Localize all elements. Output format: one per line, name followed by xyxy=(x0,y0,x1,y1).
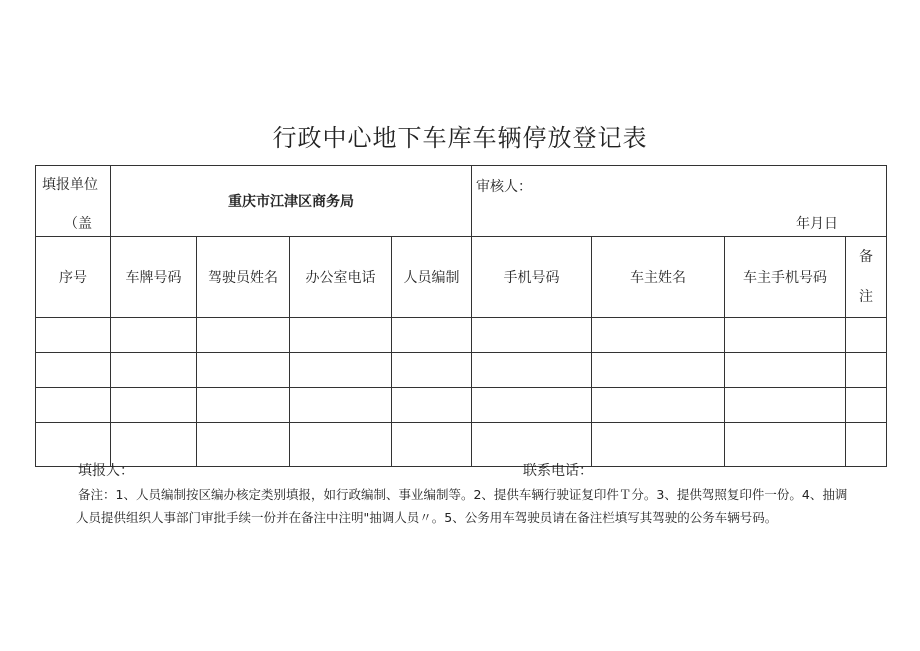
reviewer-label: 审核人： xyxy=(476,179,532,195)
table-cell[interactable] xyxy=(592,353,725,388)
table-cell[interactable] xyxy=(197,318,290,353)
table-cell[interactable] xyxy=(36,388,111,423)
table-cell[interactable] xyxy=(36,353,111,388)
table-cell[interactable] xyxy=(725,423,846,467)
header-cell: 序号 xyxy=(36,237,111,318)
unit-label-seal: （盖 xyxy=(64,216,92,232)
header-cell: 车主手机号码 xyxy=(725,237,846,318)
table-cell[interactable] xyxy=(290,353,392,388)
table-cell[interactable] xyxy=(392,353,472,388)
table-cell[interactable] xyxy=(846,388,887,423)
header-cell: 办公室电话 xyxy=(290,237,392,318)
unit-label: 填报单位 xyxy=(42,177,98,193)
header-cell: 驾驶员姓名 xyxy=(197,237,290,318)
remarks-note xyxy=(78,483,886,529)
table-cell[interactable] xyxy=(846,318,887,353)
reviewer-cell[interactable] xyxy=(472,166,887,237)
table-cell[interactable] xyxy=(592,318,725,353)
contact-label: 联系电话： xyxy=(523,463,593,479)
table-cell[interactable] xyxy=(290,318,392,353)
table-cell[interactable] xyxy=(725,353,846,388)
note-line-1: 备注：1、人员编制按区编办核定类别填报，如行政编制、事业编制等。2、提供车辆行驶证复印件Ｔ分。3、提供驾照复印件一份。4、抽调 xyxy=(78,487,848,502)
table-cell[interactable] xyxy=(290,423,392,467)
remark-header-top: 备 xyxy=(859,249,873,265)
header-cell: 手机号码 xyxy=(472,237,592,318)
table-row xyxy=(36,318,887,353)
table-cell[interactable] xyxy=(472,353,592,388)
table-cell[interactable] xyxy=(846,353,887,388)
date-label: 年月日 xyxy=(796,216,838,232)
table-cell[interactable] xyxy=(36,318,111,353)
header-cell-remark xyxy=(846,237,887,318)
table-cell[interactable] xyxy=(290,388,392,423)
table-cell[interactable] xyxy=(472,318,592,353)
table-cell[interactable] xyxy=(846,423,887,467)
unit-value[interactable]: 重庆市江津区商务局 xyxy=(111,166,472,237)
table-cell[interactable] xyxy=(725,318,846,353)
header-cell: 车主姓名 xyxy=(592,237,725,318)
table-row xyxy=(36,353,887,388)
table-cell[interactable] xyxy=(111,388,197,423)
table-cell[interactable] xyxy=(392,423,472,467)
unit-label-cell xyxy=(36,166,111,237)
header-cell: 人员编制 xyxy=(392,237,472,318)
table-cell[interactable] xyxy=(111,318,197,353)
remark-header-bottom: 注 xyxy=(859,289,873,305)
table-cell[interactable] xyxy=(725,388,846,423)
note-line-2: 人员提供组织人事部门审批手续一份并在备注中注明"抽调人员〃。5、公务用车驾驶员请在备注栏填写其驾驶的公务车辆号码。 xyxy=(76,510,778,525)
info-row xyxy=(36,166,887,237)
table-cell[interactable] xyxy=(111,353,197,388)
registration-table xyxy=(35,165,887,467)
table-cell[interactable] xyxy=(197,423,290,467)
table-cell[interactable] xyxy=(592,423,725,467)
header-cell: 车牌号码 xyxy=(111,237,197,318)
table-cell[interactable] xyxy=(472,388,592,423)
header-row xyxy=(36,237,887,318)
table-cell[interactable] xyxy=(392,388,472,423)
table-cell[interactable] xyxy=(392,318,472,353)
table-row xyxy=(36,388,887,423)
table-cell[interactable] xyxy=(197,353,290,388)
table-row xyxy=(36,423,887,467)
page-title: 行政中心地下车库车辆停放登记表 xyxy=(272,124,648,152)
table-cell[interactable] xyxy=(592,388,725,423)
filler-label: 填报人： xyxy=(78,463,134,479)
table-cell[interactable] xyxy=(197,388,290,423)
